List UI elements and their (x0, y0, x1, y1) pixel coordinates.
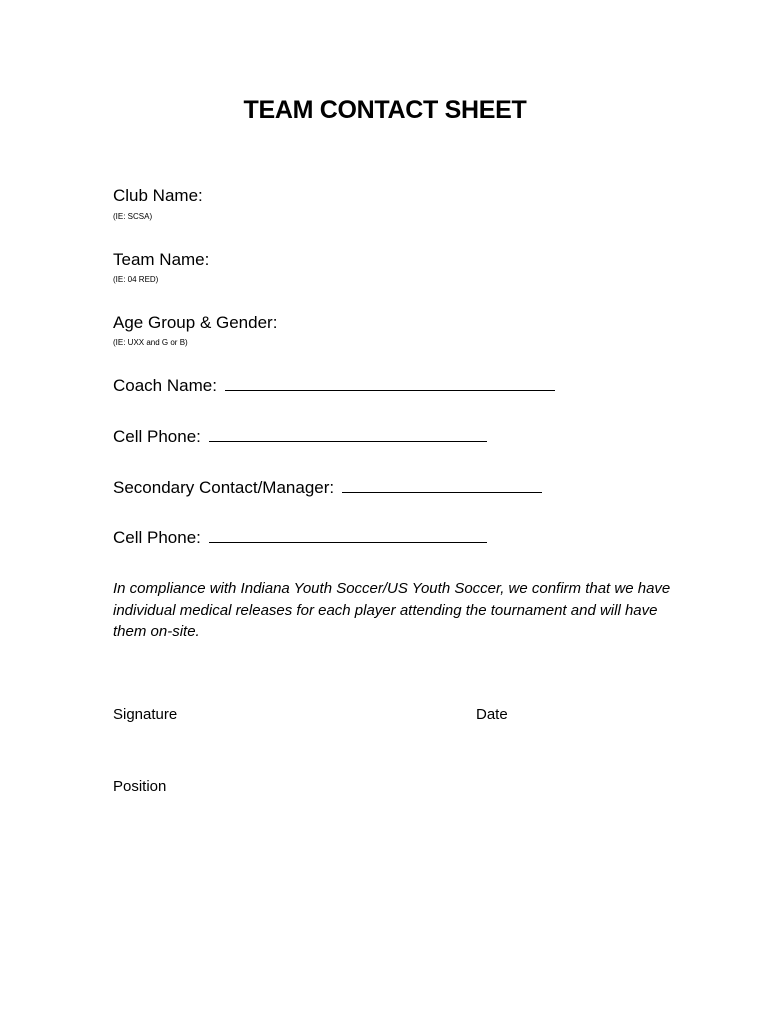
page-title: TEAM CONTACT SHEET (243, 96, 527, 124)
cell-phone-line[interactable] (209, 427, 487, 442)
coach-name-line[interactable] (225, 376, 555, 391)
team-name-label: Team Name: (113, 250, 210, 269)
cell-phone-2-label: Cell Phone: (113, 528, 201, 547)
position-label: Position (113, 778, 167, 795)
team-name-hint: (IE: 04 RED) (113, 275, 159, 284)
club-name-hint: (IE: SCSA) (113, 212, 153, 221)
coach-name-field (113, 376, 555, 396)
secondary-contact-field (113, 478, 542, 498)
cell-phone-label: Cell Phone: (113, 427, 201, 446)
cell-phone-field (113, 427, 487, 447)
compliance-statement: In compliance with Indiana Youth Soccer/US Youth Soccer, we confirm that we have individual medical releases for each player attending the tournament and will have them on-site. (113, 580, 671, 640)
cell-phone-2-line[interactable] (209, 528, 487, 543)
date-label: Date (476, 706, 508, 723)
age-group-hint: (IE: UXX and G or B) (113, 338, 188, 347)
coach-name-label: Coach Name: (113, 376, 217, 395)
secondary-contact-label: Secondary Contact/Manager: (113, 478, 335, 497)
age-group-label: Age Group & Gender: (113, 313, 278, 332)
signature-label: Signature (113, 706, 178, 723)
club-name-label: Club Name: (113, 186, 203, 205)
cell-phone-2-field (113, 528, 487, 548)
secondary-contact-line[interactable] (342, 478, 542, 493)
